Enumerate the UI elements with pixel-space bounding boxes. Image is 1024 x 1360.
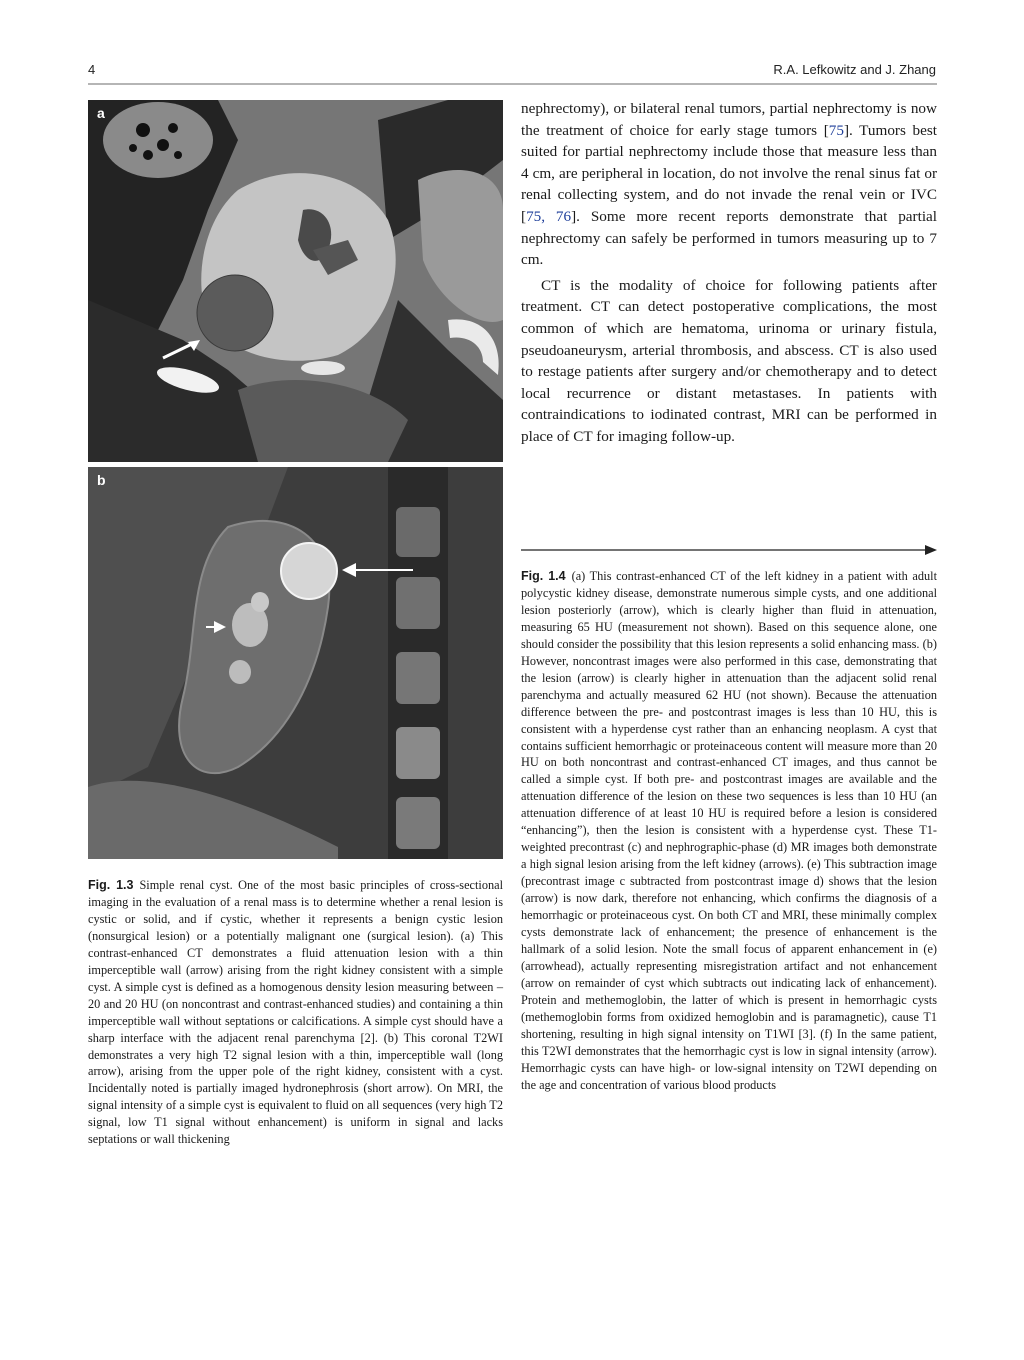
figure-1-4-label: Fig. 1.4 (521, 569, 566, 583)
figure-1-3-panel-a-ct-image (88, 100, 503, 462)
figure-1-3-caption (88, 877, 503, 1148)
reference-link-75[interactable]: 75 (828, 121, 844, 139)
figure-1-4-caption-text: (a) This contrast-enhanced CT of the left kidney in a patient with adult polycystic kidney disease, demonstrate numerous simple cysts, and one additional lesion posteriorly (arrow), which is clearly higher than fluid in attenuation, measuring 65 HU (measurement not shown). Based on this sequence alone, one should consider the possibility that this lesion represents a solid enhancing mass. (b) However, noncontrast images were also performed in this case, demonstrating that the lesion (arrow) is clearly higher in attenuation than the adjacent solid renal parenchyma and actually measured 62 HU (not shown). Because the attenuation difference between the pre- and postcontrast images is less than 10 HU, this is consistent with a hyperdense cyst rather than an enhancing neoplasm. A cyst that contains sufficient hemorrhagic or proteinaceous content will measure more than 20 HU on both noncontrast and contrast-enhanced CT images, and thus cannot be called a simple cyst. If both pre- and postcontrast images are available and the attenuation difference of the lesion on these two sequences is less than 10 HU (an attenuation difference of at least 10 HU is required before a lesion is considered “enhancing”), then the lesion is consistent with a hyperdense cyst. These T1-weighted precontrast (c) and nephrographic-phase (d) MR images both demonstrate a high signal lesion arising from the left kidney (arrows). (e) This subtraction image (precontrast image c subtracted from postcontrast image d) shows that the lesion (arrow) is now dark, therefore not enhancing, which confirms the diagnosis of a hemorrhagic or proteinaceous cyst. On both CT and MRI, these minimally complex cysts demonstrate lack of enhancement; the presence of enhancement is the hallmark of a solid lesion. Note the small focus of apparent enhancement in (e) (arrowhead), actually representing misregistration artifact and not enhancement (arrow on remainder of cyst which subtracts out indicating lack of enhancement). Protein and methemoglobin, the latter of which is present in hemorrhagic cysts (methemoglobin forms from oxidized hemoglobin and is paramagnetic), cause T1 shortening, resulting in high signal intensity on T1WI [3]. (f) In the same patient, this T2WI demonstrates that the hemorrhagic cyst is low in signal intensity (arrow). Hemorrhagic cysts can have high- or low-signal intensity on T2WI depending on the age and concentration of various blood products (521, 569, 937, 1092)
figure-1-4-caption (521, 568, 937, 1094)
figure-1-3-panel-b-mri-image (88, 467, 503, 859)
panel-a-label: a (97, 105, 105, 121)
body-text-span: nephrectomy), or bilateral renal tumors, partial nephrectomy is now the treatment of choice for early stage tumors [ (521, 100, 937, 139)
ct-axial-image (88, 100, 503, 462)
body-paragraph-2: CT is the modality of choice for following patients after treatment. CT can detect postoperative complications, the most common of which are hematoma, urinoma or urinary fistula, pseudoaneurysm, arterial thrombosis, and abscess. CT is also used to restage patients after surgery and/or chemotherapy and to detect local recurrence or distant metastases. In patients with contraindications to iodinated contrast, MRI can be performed in place of CT for imaging follow-up. (521, 276, 937, 445)
body-text-span: ]. Tumors best suited for partial nephrectomy include those that measure less than 4 cm, are peripheral in location, do not involve the renal sinus fat or renal collecting system, and do not invade the renal vein or IVC [ (521, 121, 937, 225)
reference-link-75-76[interactable]: 75, 76 (526, 207, 572, 225)
body-text (521, 98, 937, 448)
body-paragraph-1 (521, 98, 937, 271)
panel-b-label: b (97, 472, 106, 488)
figure-1-3-label: Fig. 1.3 (88, 878, 134, 892)
running-header-authors: R.A. Lefkowitz and J. Zhang (773, 62, 936, 77)
body-text-span: ]. Some more recent reports demonstrate that partial nephrectomy can safely be performed in tumors measuring up to 7 cm. (521, 207, 938, 269)
header-rule (88, 83, 937, 85)
continued-arrow (521, 544, 937, 556)
figure-1-3-caption-text: Simple renal cyst. One of the most basic principles of cross-sectional imaging in the evaluation of a renal mass is to determine whether a renal lesion is cystic or solid, and if cystic, whether it represents a benign cystic lesion (nonsurgical lesion) or a potentially malignant one (surgical lesion). (a) This contrast-enhanced CT demonstrates a fluid attenuation lesion with a thin imperceptible wall (arrow) arising from the right kidney consistent with a simple cyst. A simple cyst is defined as a homogenous density lesion measuring between –20 and 20 HU (on noncontrast and contrast-enhanced studies) and containing a thin imperceptible wall without septations or calcifications. A simple cyst should have a sharp interface with the adjacent renal parenchyma [2]. (b) This coronal T2WI demonstrates a very high T2 signal lesion with a thin, imperceptible wall (long arrow), arising from the upper pole of the right kidney, consistent with a cyst. Incidentally noted is partially imaged hydronephrosis (short arrow). On MRI, the signal intensity of a simple cyst is equivalent to fluid on all sequences (very high T2 signal, low T1 signal without enhancement) is uniform in signal and lacks septations or wall thickening (88, 878, 503, 1147)
mri-coronal-image (88, 467, 503, 859)
page-number: 4 (88, 62, 96, 77)
